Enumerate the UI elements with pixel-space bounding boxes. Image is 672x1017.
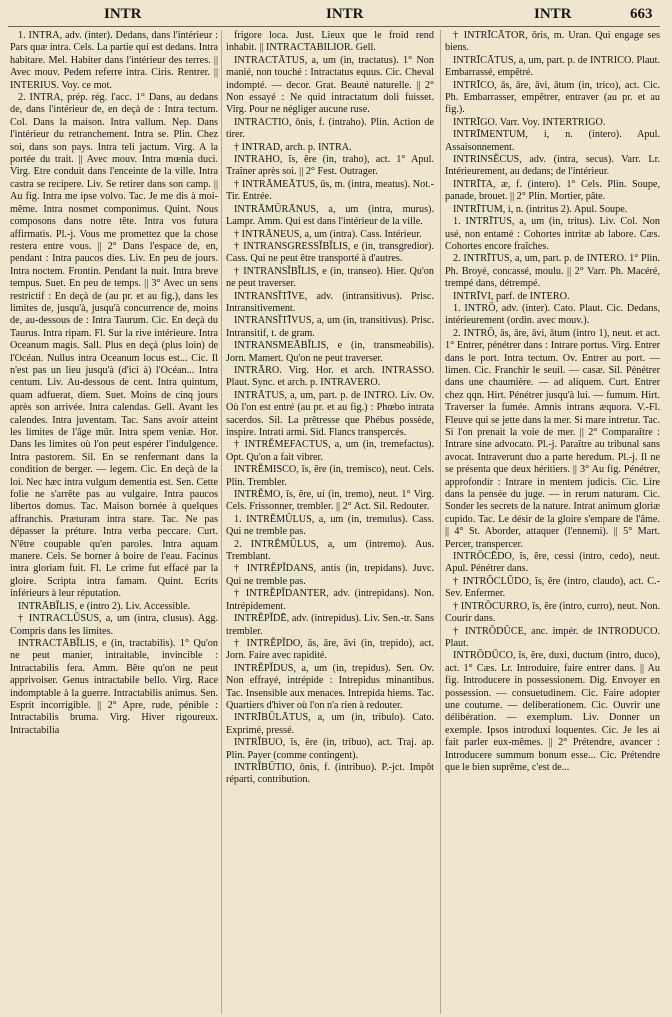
dictionary-entry: † INTRŌCURRO, ĭs, ĕre (intro, curro), neut. Non. Courir dans. [445, 600, 660, 625]
dictionary-entry: † INTRĔPĬDO, ās, āre, āvi (in, trepido), act. Jorn. Faire avec rapidité. [226, 637, 434, 662]
dictionary-entry: 2. INTRĔMŬLUS, a, um (intremo). Aus. Tremblant. [226, 538, 434, 563]
running-header [0, 6, 672, 26]
dictionary-entry: † INTRANSGRESSĬBĬLIS, e (in, transgredior). Cass. Qui ne peut être transporté à d'autres. [226, 240, 434, 265]
dictionary-entry: † INTRĪCĀTOR, ōris, m. Uran. Qui engage ses biens. [445, 30, 660, 54]
dictionary-entry: 2. INTRŌ, ās, āre, āvi, ātum (intro 1), neut. et act. 1° Entrer, pénétrer dans : Intrare portus. Virg. Entrer dans le port. Intra tectum. Ov. Entrer au port. — limen. Cic. Franchir le seuil. — casæ. Sil. Pénétrer dans une chaumière. — ad aliquem. Curt. Entrer chez qqn. Hirt. Pénétrer jusqu'à lui. — fumum. Hirt. Traverser la fumée. Amnis intrans æquora. V.-Fl. Fleuve qui se jette dans la mer. Si mare intretur. Tac. Si l'on prenait la voie de mer. || 2° Comparaître : Intrare sine advocato. Pl.-j. Paraître au tribunal sans avocat. Intraverunt duo a parte heredum. Pl.-j. Il ne se présenta que deux héritiers. || 3° Au fig. Pénétrer, approfondir : Intrare in mentem judicis. Cic. Lire dans la pensée du juge. — in rerum naturam. Cic. Sonder les secrets de la nature. Intrat animum gloriæ cupido. Tac. Le désir de la gloire s'empare de l'âme. || 4° St. Aborder, attaquer (l'ennemi). || 5° Mart. Percer, transpercer. [445, 327, 660, 550]
dictionary-entry: INTRĪTA, æ, f. (intero). 1° Cels. Plin. Soupe, panade, brouet. || 2° Plin. Mortier, pâte. [445, 178, 660, 203]
dictionary-entry: INTRINSĔCUS, adv. (intra, secus). Varr. Lr. Intérieurement, au dedans; de l'intérieur. [445, 154, 660, 178]
dictionary-entry: INTRANSĬTĪVUS, a, um (in, transitivus). Prisc. Intransitif, t. de gram. [226, 315, 434, 339]
dictionary-entry: INTRAHO, ĭs, ĕre (in, traho), act. 1° Apul. Traîner après soi. || 2° Fest. Outrager. [226, 154, 434, 178]
dictionary-entry: INTRĔMO, ĭs, ĕre, ui (in, tremo), neut. 1° Virg. Cels. Frissonner, trembler. || 2° Act. Sil. Redouter. [226, 489, 434, 513]
column-2 [226, 30, 434, 1014]
dictionary-entry: INTRANSMEĀBĬLIS, e (in, transmeabilis). Jorn. Mamert. Qu'on ne peut traverser. [226, 340, 434, 364]
dictionary-entry: INTRĀRO. Virg. Hor. et arch. INTRASSO. Plaut. Sync. et arch. p. INTRAVERO. [226, 364, 434, 389]
dictionary-entry: † INTRĀMEĀTUS, ūs, m. (intra, meatus). Not.-Tir. Entrée. [226, 178, 434, 203]
dictionary-entry: 2. INTRĪTUS, a, um, part. p. de INTERO. 1° Plin. Ph. Broyé, concassé, moulu. || 2° Varr. Ph. Macéré, trempé dans, détrempé. [445, 253, 660, 290]
dictionary-entry: 1. INTRĪTUS, a, um (in, tritus). Liv. Col. Non usé, non entamé : Cohortes intritæ ab labore. Cæs. Cohortes encore fraîches. [445, 216, 660, 252]
dictionary-entry: INTRĪTUM, i, n. (intritus 2). Apul. Soupe. [453, 203, 628, 215]
dictionary-entry: INTRĪVI, parf. de INTERO. [453, 290, 570, 302]
header-rule [8, 26, 660, 27]
dictionary-entry: 1. INTRA, adv. (inter). Dedans, dans l'intérieur : Pars quæ intra. Cels. La partie qui est dedans. Intra habitare. Mel. Habiter dans l'intérieur des terres. || Avec mouv. Pedem referre intra. Ciris. Rentrer. || INTERIUS. Voy. ce mot. [10, 30, 218, 91]
dictionary-entry: frigore loca. Just. Lieux que le froid rend inhabit. || INTRACTABILIOR. Gell. [226, 30, 434, 54]
dictionary-entry: INTRĬBUO, ĭs, ĕre (in, tribuo), act. Traj. ap. Plin. Payer (comme contingent). [226, 737, 434, 761]
dictionary-entry: INTRĀTUS, a, um, part. p. de INTRO. Liv. Ov. Où l'on est entré (au pr. et au fig.) : Phœbo intrata sacerdos. Sil. La prêtresse que Phébus possède, inspire. Intrati armi. Sid. Flancs transpercés. [226, 389, 434, 438]
dictionary-entry: † INTRACLŪSUS, a, um (intra, clusus). Agg. Compris dans les limites. [10, 613, 218, 637]
dictionary-entry: INTRĪGO. Varr. Voy. INTERTRIGO. [453, 116, 606, 128]
dictionary-entry: INTRĪCĀTUS, a, um, part. p. de INTRICO. Plaut. Embarrassé, empêtré. [445, 54, 660, 79]
dictionary-entry: 1. INTRĔMŬLUS, a, um (in, tremulus). Cass. Qui ne tremble pas. [226, 513, 434, 538]
dictionary-entry: INTRĪCO, ās, āre, āvi, ātum (in, trico), act. Cic. Ph. Embarrasser, empêtrer, entraver (au pr. et au fig.). [445, 79, 660, 116]
dictionary-entry: INTRĀBĬLIS, e (intro 2). Liv. Accessible. [18, 600, 191, 612]
dictionary-entry: INTRŌDŪCO, ĭs, ĕre, duxi, ductum (intro, duco), act. 1° Cæs. Lr. Introduire, faire entrer dans. || Au fig. Introducere in possessionem. Dig. Envoyer en possession. — consuetudinem. Cic. Faire adopter une coutume. — deliberationem. Cic. Ouvrir une délibération. — exemplum. Liv. Donner un exemple. Ipsos introduxi loquentes. Cic. Je les ai fait parler eux-mêmes. || 2° Prétendre, avancer : Introducere summum bonum esse... Cic. Prétendre que le bien suprême, c'est de... [445, 650, 660, 773]
dictionary-entry: INTRĀMŪRĀNUS, a, um (intra, murus). Lampr. Amm. Qui est dans l'intérieur de la ville. [226, 203, 434, 228]
column-separator [221, 30, 222, 1014]
column-1 [10, 30, 218, 1014]
dictionary-entry: INTRŌCĒDO, ĭs, ĕre, cessi (intro, cedo), neut. Apul. Pénétrer dans. [445, 551, 660, 575]
dictionary-entry: INTRĔPĬDUS, a, um (in, trepidus). Sen. Ov. Non effrayé, intrépide : Intrepidus minantibus. Tac. Insensible aux menaces. Intrepida hiems. Tac. Quartiers d'hiver où l'on n'a rien à redouter. [226, 662, 434, 711]
dictionary-entry: INTRACTĀBĬLIS, e (in, tractabilis). 1° Qu'on ne peut manier, intraitable, invincible : Intractabilis fera. Amm. Bête qu'on ne peut apprivoiser. Genus intractabile bello. Virg. Race indomptable à la guerre. Intractabilis animus. Sen. Esprit incorrigible. || 2° Apre, rude, pénible : Intractabilis bruma. Virg. Hiver rigoureux. Intractabilia [10, 637, 218, 736]
dictionary-entry: INTRANSĬTĪVE, adv. (intransitivus). Prisc. Intransitivement. [226, 290, 434, 314]
dictionary-entry: † INTRAD, arch. p. INTRA. [234, 141, 352, 153]
header-center-guide-word: INTR [326, 6, 364, 22]
dictionary-entry: INTRACTĀTUS, a, um (in, tractatus). 1° Non manié, non touché : Intractatus equus. Cic. Cheval indompté. — decor. Grat. Beauté naturelle. || 2° Non essayé : Ne quid intractatum doli fuisset. Virg. Pour ne négliger aucune ruse. [226, 54, 434, 116]
dictionary-entry: † INTRĀNEUS, a, um (intra). Cass. Intérieur. [234, 228, 422, 240]
column-3 [445, 30, 660, 1014]
dictionary-entry: INTRĔPĬDĒ, adv. (intrepidus). Liv. Sen.-tr. Sans trembler. [226, 613, 434, 637]
dictionary-entry: † INTRĔMEFACTUS, a, um (in, tremefactus). Opt. Qu'on a fait vibrer. [226, 439, 434, 463]
dictionary-entry: † INTRANSĬBĬLIS, e (in, transeo). Hier. Qu'on ne peut traverser. [226, 265, 434, 290]
dictionary-entry: † INTRŌCLŪDO, ĭs, ĕre (intro, claudo), act. C.-Sev. Enfermer. [445, 575, 660, 600]
header-right-guide-word: INTR [534, 6, 572, 22]
column-separator [440, 30, 441, 1014]
dictionary-entry: INTRĪMENTUM, i, n. (intero). Apul. Assaisonnement. [445, 129, 660, 153]
dictionary-entry: 2. INTRA, prép. rég. l'acc. 1° Dans, au dedans de, dans l'intérieur de, en deçà de : Intra tectum. Col. Dans la maison. Intra vallum. Nep. Dans l'intérieur du retranchement. Intra se. Plin. Chez soi, dans son pays. Intra teli jactum. Virg. A la portée du trait. || Avec mouv. Intra mœnia duci. Virg. Etre conduit dans l'enceinte de la ville. Intra castra se recipere. Liv. Se retirer dans son camp. || Au fig. Intra me ipse volvo. Tac. Je me dis à moi-même. Intra nosmet componimus. Quint. Nous composons dans notre tête. Intra vos futura affirmatis. Pl.-j. Vous me promettez que la chose restera entre vous. || 2° Dans l'espace de, en, pendant : Intra paucos dies. Liv. En peu de jours. Intra noctem. Frontin. Pendant la nuit. Intra breve tempus. Suet. En peu de temps. || 3° Avec un sens restrictif : En deçà de (au pr. et au fig.), dans les limites de, jusqu'à, jusqu'à concurrence de, moins de, au-dessous de : Intra Taurum. Cic. En deçà du Taurus. Intra ripam. Fl. Sur la rive intérieure. Intra Oceanum magis. Sall. Plus en deçà (plus loin) de l'Océan. Nullus intra Oceanum locus est... Cic. Il n'est pas un lieu jusqu'à (d'ici à) l'Océan... Intra centum. Liv. Au-dessous de cent. Intra quintum, quam adfuerat, diem. Suet. Moins de cinq jours après son arrivée. Intra calendas. Gell. Avant les calendes. Intra juventam. Tac. Sans avoir atteint les limites de l'âge mûr. Intra spem veniæ. Hor. Dans les limites où l'on peut espérer l'indulgence. Intra pastorem. Sil. En se renfermant dans la condition de berger. — legem. Cic. En deçà de la loi. Nec hæc intra vulgum dementia est. Sen. Cette folie ne s'arrête pas au vulgaire. Intra paucos libertos domus. Tac. Maison bornée à quelques affranchis. Præturam intra stare. Tac. Ne pas dépasser la préture. Intra verba peccare. Curt. N'être coupable qu'en paroles. Intra aquam manere. Cels. Se borner à boire de l'eau. Facinus intra gloriam fuit. Fl. Le crime fut effacé par la gloire. Scripta intra famam. Quint. Ecrits inférieurs à leur réputation. [10, 92, 218, 600]
dictionary-entry: INTRACTIO, ōnis, f. (intraho). Plin. Action de tirer. [226, 116, 434, 141]
dictionary-entry: 1. INTRŌ, adv. (inter). Cato. Plaut. Cic. Dedans, intérieurement (ordin. avec mouv.). [445, 302, 660, 327]
page-number: 663 [630, 6, 653, 22]
header-left-guide-word: INTR [104, 6, 142, 22]
dictionary-entry: † INTRĔPĬDANTER, adv. (intrepidans). Non. Intrépidement. [226, 588, 434, 612]
dictionary-entry: † INTRĔPĬDANS, antis (in, trepidans). Juvc. Qui ne tremble pas. [226, 563, 434, 587]
dictionary-entry: † INTRŌDŪCE, anc. impér. de INTRODUCO. Plaut. [445, 625, 660, 649]
dictionary-entry: INTRĪBŪLĀTUS, a, um (in, tribulo). Cato. Exprimé, pressé. [226, 712, 434, 736]
dictionary-entry: INTRĔMISCO, ĭs, ĕre (in, tremisco), neut. Cels. Plin. Trembler. [226, 464, 434, 488]
dictionary-entry: INTRĬBŪTIO, ōnis, f. (intribuo). P.-jct. Impôt réparti, contribution. [226, 761, 434, 786]
